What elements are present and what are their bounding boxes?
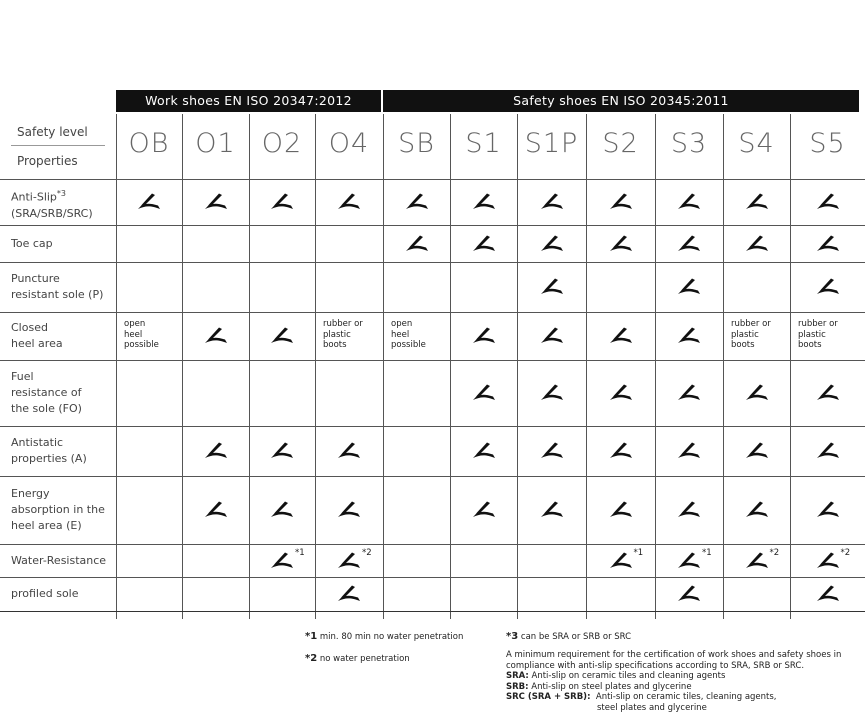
checkmark-icon — [676, 383, 702, 403]
checkmark-icon — [744, 441, 770, 461]
checkmark-icon — [203, 500, 229, 520]
group-header-work-shoes: Work shoes EN ISO 20347:2012 — [116, 90, 381, 112]
checkmark-icon — [608, 192, 634, 212]
safety-level-o1: O1 — [195, 128, 236, 159]
checkmark-icon — [336, 584, 362, 604]
checkmark-icon — [815, 584, 841, 604]
cell-note: rubber or plastic boots — [731, 319, 771, 350]
checkmark-icon — [608, 500, 634, 520]
checkmark-icon — [676, 500, 702, 520]
checkmark-icon — [539, 326, 565, 346]
checkmark-icon — [269, 500, 295, 520]
row-divider — [0, 577, 865, 578]
checkmark-icon — [203, 326, 229, 346]
safety-level-s1: S1 — [465, 128, 502, 159]
property-label-4 — [11, 320, 63, 352]
checkmark-icon — [676, 234, 702, 254]
checkmark-icon — [404, 234, 430, 254]
checkmark-icon — [136, 192, 162, 212]
checkmark-icon — [269, 326, 295, 346]
checkmark-icon — [539, 441, 565, 461]
corner-divider — [11, 145, 105, 146]
checkmark-icon — [608, 383, 634, 403]
checkmark-icon — [676, 551, 702, 571]
cell-note: open heel possible — [124, 319, 159, 350]
checkmark-icon — [539, 192, 565, 212]
row-divider — [0, 262, 865, 263]
properties-label: Properties — [17, 154, 78, 168]
group-header-safety-shoes: Safety shoes EN ISO 20345:2011 — [383, 90, 859, 112]
property-label-line: profiled sole — [11, 587, 79, 600]
checkmark-icon — [608, 500, 634, 520]
property-label-line: (SRA/SRB/SRC) — [11, 206, 93, 220]
checkmark-icon — [539, 441, 565, 461]
property-label-line: properties (A) — [11, 452, 87, 465]
checkmark-icon — [471, 383, 497, 403]
checkmark-icon — [471, 441, 497, 461]
checkmark-icon — [815, 277, 841, 297]
checkmark-icon — [676, 500, 702, 520]
property-label-line: Fuel — [11, 370, 34, 383]
safety-level-s5: S5 — [809, 128, 846, 159]
property-label-1 — [11, 186, 93, 222]
checkmark-icon — [744, 234, 770, 254]
property-label-9 — [11, 586, 79, 602]
property-label-line: heel area — [11, 337, 63, 350]
checkmark-icon — [471, 326, 497, 346]
property-label-line: Puncture — [11, 272, 60, 285]
checkmark-icon — [539, 234, 565, 254]
checkmark-icon — [744, 192, 770, 212]
checkmark-icon — [269, 551, 295, 571]
checkmark-icon — [203, 441, 229, 461]
checkmark-icon — [608, 234, 634, 254]
checkmark-icon — [471, 234, 497, 254]
property-label-line: Closed — [11, 321, 48, 334]
safety-level-sb: SB — [398, 128, 435, 159]
footnote-ref: *2 — [840, 547, 851, 558]
checkmark-icon — [336, 192, 362, 212]
checkmark-icon — [269, 441, 295, 461]
row-divider — [0, 312, 865, 313]
checkmark-icon — [269, 441, 295, 461]
footnote-2: *2 no water penetration — [305, 653, 410, 664]
checkmark-icon — [744, 383, 770, 403]
property-label-6 — [11, 435, 87, 467]
safety-level-s4: S4 — [738, 128, 775, 159]
checkmark-icon — [336, 500, 362, 520]
checkmark-icon — [471, 234, 497, 254]
checkmark-icon — [815, 584, 841, 604]
safety-level-s1p: S1P — [524, 128, 579, 159]
safety-level-o4: O4 — [328, 128, 370, 159]
row-divider — [0, 611, 865, 612]
checkmark-icon — [336, 192, 362, 212]
property-label-line: resistant sole (P) — [11, 288, 104, 301]
checkmark-icon — [269, 500, 295, 520]
checkmark-icon — [815, 500, 841, 520]
property-label-line: resistance of — [11, 386, 82, 399]
checkmark-icon — [269, 192, 295, 212]
property-label-line: heel area (E) — [11, 519, 82, 532]
checkmark-icon — [815, 441, 841, 461]
property-label-line: Anti-Slip$^{*3}$ — [11, 189, 67, 204]
cell-note: rubber or plastic boots — [323, 319, 363, 350]
checkmark-icon — [815, 234, 841, 254]
footnote-ref: *2 — [362, 547, 372, 558]
safety-level-label: Safety level — [17, 125, 88, 139]
checkmark-icon — [676, 277, 702, 297]
checkmark-icon — [203, 192, 229, 212]
checkmark-icon — [744, 500, 770, 520]
checkmark-icon — [676, 441, 702, 461]
checkmark-icon — [744, 234, 770, 254]
checkmark-icon — [539, 500, 565, 520]
checkmark-icon — [815, 234, 841, 254]
property-label-3 — [11, 271, 103, 303]
checkmark-icon — [336, 584, 362, 604]
checkmark-icon — [608, 192, 634, 212]
checkmark-icon — [676, 277, 702, 297]
checkmark-icon — [608, 441, 634, 461]
property-label-line: Toe cap — [11, 236, 53, 250]
row-divider — [0, 476, 865, 477]
header-divider — [0, 179, 865, 180]
checkmark-icon — [539, 277, 565, 297]
property-label-line: absorption in the — [11, 503, 105, 516]
checkmark-icon — [744, 383, 770, 403]
checkmark-icon — [676, 584, 702, 604]
checkmark-icon — [471, 500, 497, 520]
checkmark-icon — [815, 551, 841, 571]
checkmark-icon — [404, 234, 430, 254]
property-label-line: Water-Resistance — [11, 553, 107, 567]
checkmark-icon — [744, 551, 770, 571]
checkmark-icon — [539, 192, 565, 212]
checkmark-icon — [471, 441, 497, 461]
safety-level-ob: OB — [128, 128, 170, 159]
footnote-ref: *1 — [633, 547, 644, 558]
checkmark-icon — [336, 441, 362, 461]
checkmark-icon — [608, 441, 634, 461]
checkmark-icon — [269, 551, 295, 571]
footnote-ref: *1 — [295, 547, 305, 558]
checkmark-icon — [269, 192, 295, 212]
safety-level-s2: S2 — [602, 128, 639, 159]
checkmark-icon — [404, 192, 430, 212]
checkmark-icon — [815, 551, 841, 571]
cell-note: open heel possible — [391, 319, 426, 350]
checkmark-icon — [203, 192, 229, 212]
footnote-3-details: A minimum requirement for the certification of work shoes and safety shoes in compliance with anti-slip specifications according to SRA, SRB or SRC. SRA: Anti-slip on ceramic tiles and cleaning agents SRB: Anti-slip on steel plates and glycerine SRC (SRA + SRB): Anti-slip on ceramic tiles, cleaning agents, steel plates and glycerine — [506, 650, 842, 713]
checkmark-icon — [539, 326, 565, 346]
property-label-8 — [11, 553, 106, 569]
checkmark-icon — [608, 551, 634, 571]
checkmark-icon — [404, 192, 430, 212]
checkmark-icon — [336, 500, 362, 520]
checkmark-icon — [676, 192, 702, 212]
footnote-ref: *3 — [56, 189, 67, 198]
checkmark-icon — [608, 234, 634, 254]
property-label-line: Energy — [11, 487, 50, 500]
checkmark-icon — [676, 584, 702, 604]
checkmark-icon — [744, 192, 770, 212]
checkmark-icon — [676, 234, 702, 254]
checkmark-icon — [676, 326, 702, 346]
checkmark-icon — [608, 326, 634, 346]
checkmark-icon — [203, 441, 229, 461]
checkmark-icon — [539, 234, 565, 254]
row-divider — [0, 360, 865, 361]
footnote-ref: *1 — [702, 547, 712, 558]
safety-level-s3: S3 — [670, 128, 708, 159]
checkmark-icon — [815, 192, 841, 212]
checkmark-icon — [744, 500, 770, 520]
checkmark-icon — [815, 277, 841, 297]
footnote-ref: *2 — [769, 547, 780, 558]
row-divider — [0, 426, 865, 427]
checkmark-icon — [539, 383, 565, 403]
checkmark-icon — [471, 326, 497, 346]
row-divider — [0, 544, 865, 545]
checkmark-icon — [471, 500, 497, 520]
checkmark-icon — [744, 551, 770, 571]
safety-level-o2: O2 — [261, 128, 303, 159]
checkmark-icon — [815, 192, 841, 212]
checkmark-icon — [608, 383, 634, 403]
row-divider — [0, 225, 865, 226]
cell-note: rubber or plastic boots — [798, 319, 838, 350]
property-label-line: Antistatic — [11, 436, 64, 449]
checkmark-icon — [815, 383, 841, 403]
checkmark-icon — [676, 326, 702, 346]
checkmark-icon — [471, 192, 497, 212]
checkmark-icon — [815, 383, 841, 403]
checkmark-icon — [136, 192, 162, 212]
checkmark-icon — [471, 383, 497, 403]
checkmark-icon — [539, 277, 565, 297]
checkmark-icon — [539, 500, 565, 520]
checkmark-icon — [815, 441, 841, 461]
checkmark-icon — [744, 441, 770, 461]
checkmark-icon — [336, 551, 362, 571]
checkmark-icon — [608, 551, 634, 571]
footnote-1: *1 min. 80 min no water penetration — [305, 631, 464, 642]
property-label-line: the sole (FO) — [11, 402, 82, 415]
checkmark-icon — [269, 326, 295, 346]
checkmark-icon — [676, 551, 702, 571]
checkmark-icon — [203, 500, 229, 520]
checkmark-icon — [336, 441, 362, 461]
checkmark-icon — [676, 383, 702, 403]
checkmark-icon — [815, 500, 841, 520]
checkmark-icon — [608, 326, 634, 346]
checkmark-icon — [676, 441, 702, 461]
checkmark-icon — [471, 192, 497, 212]
checkmark-icon — [539, 383, 565, 403]
checkmark-icon — [336, 551, 362, 571]
property-label-5 — [11, 369, 82, 417]
footnote-3: *3 can be SRA or SRB or SRC — [506, 631, 632, 642]
checkmark-icon — [676, 192, 702, 212]
checkmark-icon — [203, 326, 229, 346]
property-label-2 — [11, 236, 53, 252]
property-label-7 — [11, 486, 105, 534]
